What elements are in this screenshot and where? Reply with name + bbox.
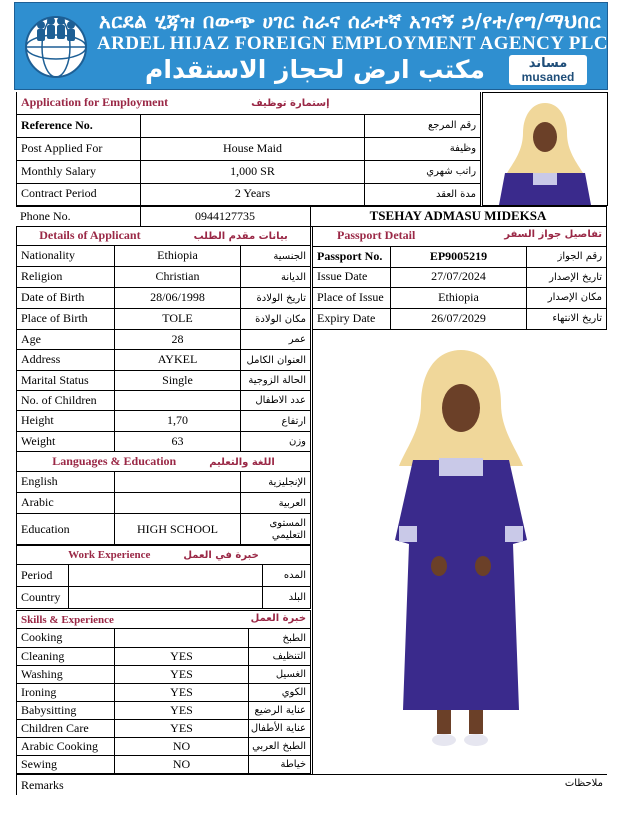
height-label-ar: ارتفاع [241, 411, 311, 432]
skill-washing-label-ar: الغسيل [249, 666, 311, 684]
skill-cooking-label-ar: الطبخ [249, 629, 311, 648]
english-label-ar: الإنجليزية [241, 472, 311, 493]
phone-row [16, 206, 607, 227]
dob-value: 28/06/1998 [115, 288, 241, 309]
passport-no-label: Passport No. [313, 246, 391, 267]
country-label: Country [17, 587, 69, 609]
skill-childcare-label: Children Care [17, 720, 115, 738]
skill-washing-value: YES [115, 666, 249, 684]
contract-label: Contract Period [17, 183, 141, 205]
skill-arabic-cooking-label: Arabic Cooking [17, 738, 115, 756]
work-title-row [17, 545, 311, 565]
applicant-name: TSEHAY ADMASU MIDEKSA [310, 207, 606, 227]
skill-babysitting-label: Babysitting [17, 702, 115, 720]
salary-value: 1,000 SR [141, 160, 365, 183]
contract-value: 2 Years [141, 183, 365, 205]
skill-sewing-label: Sewing [17, 756, 115, 774]
religion-label: Religion [17, 267, 115, 288]
salary-label: Monthly Salary [17, 160, 141, 183]
skill-cleaning-value: YES [115, 648, 249, 666]
skill-cleaning-label: Cleaning [17, 648, 115, 666]
skill-cooking-label: Cooking [17, 629, 115, 648]
address-label: Address [17, 350, 115, 371]
application-title: Application for Employment [21, 95, 169, 110]
skill-childcare-label-ar: عناية الأطفال [249, 720, 311, 738]
marital-value: Single [115, 371, 241, 391]
musaned-arabic: مساند [528, 56, 568, 71]
details-table [16, 226, 311, 546]
skill-childcare-value: YES [115, 720, 249, 738]
applicant-photo-full-image [313, 330, 607, 774]
country-label-ar: البلد [263, 587, 311, 609]
agency-header [14, 2, 608, 90]
english-label: English [17, 472, 115, 493]
children-label: No. of Children [17, 391, 115, 411]
globe-people-logo-icon [21, 7, 91, 83]
period-value [69, 565, 263, 587]
pob-label: Place of Birth [17, 309, 115, 330]
applicant-photo-small-image [483, 93, 607, 205]
english-value [115, 472, 241, 493]
age-value: 28 [115, 330, 241, 350]
address-value: AYKEL [115, 350, 241, 371]
pob-label-ar: مكان الولادة [241, 309, 311, 330]
country-value [69, 587, 263, 609]
passport-title-row [313, 226, 607, 246]
place-of-issue-label: Place of Issue [313, 287, 391, 308]
skill-arabic-cooking-label-ar: الطبخ العربي [249, 738, 311, 756]
skill-arabic-cooking-value: NO [115, 738, 249, 756]
weight-label: Weight [17, 432, 115, 452]
expiry-date-label: Expiry Date [313, 308, 391, 329]
children-value [115, 391, 241, 411]
header-arabic-name: مكتب ارض لحجاز الاستقدام [145, 55, 485, 84]
education-label-ar [241, 514, 311, 546]
place-of-issue-value: Ethiopia [391, 287, 527, 308]
musaned-logo [509, 55, 587, 85]
education-label: Education [17, 514, 115, 546]
phone-label: Phone No. [16, 207, 140, 227]
pob-value: TOLE [115, 309, 241, 330]
contract-label-ar: مدة العقد [365, 183, 481, 205]
application-title-row [17, 92, 481, 114]
post-label: Post Applied For [17, 137, 141, 160]
skill-ironing-value: YES [115, 684, 249, 702]
skill-sewing-label-ar: خياطة [249, 756, 311, 774]
dob-label: Date of Birth [17, 288, 115, 309]
reference-label: Reference No. [17, 114, 141, 137]
expiry-date-label-ar: تاريخ الانتهاء [527, 308, 607, 329]
religion-label-ar: الديانة [241, 267, 311, 288]
skill-cooking-value [115, 629, 249, 648]
languages-title: Languages & Education [52, 453, 177, 468]
religion-value: Christian [115, 267, 241, 288]
education-label-ar-line2: التعليمي [271, 529, 307, 541]
skills-title-ar: خبرة العمل [250, 612, 307, 624]
passport-title-ar: تفاصيل جواز السفر [504, 229, 603, 241]
arabic-label-ar: العربية [241, 493, 311, 514]
skill-ironing-label-ar: الكوي [249, 684, 311, 702]
skill-ironing-label: Ironing [17, 684, 115, 702]
marital-label: Marital Status [17, 371, 115, 391]
application-table [16, 92, 481, 206]
languages-title-ar: اللغة والتعليم [209, 456, 275, 468]
period-label: Period [17, 565, 69, 587]
work-table [16, 544, 311, 609]
skills-title: Skills & Experience [21, 613, 114, 626]
arabic-label: Arabic [17, 493, 115, 514]
height-label: Height [17, 411, 115, 432]
issue-date-label: Issue Date [313, 267, 391, 287]
arabic-value [115, 493, 241, 514]
address-label-ar: العنوان الكامل [241, 350, 311, 371]
skills-title-row [17, 611, 311, 629]
nationality-label: Nationality [17, 246, 115, 267]
skill-washing-label: Washing [17, 666, 115, 684]
header-amharic-name: አርደል ሂጃዝ በውጭ ሀገር ስራና ሰራተኛ አገናኝ ኃ/የተ/የግ/ማህበር [98, 9, 602, 33]
passport-table [312, 226, 607, 330]
work-title: Work Experience [68, 548, 151, 561]
work-title-ar: خبرة في العمل [183, 549, 259, 561]
weight-label-ar: وزن [241, 432, 311, 452]
details-title: Details of Applicant [39, 228, 141, 243]
remarks-label: Remarks [21, 778, 64, 792]
passport-no-label-ar: رقم الجواز [527, 246, 607, 267]
phone-value: 0944127735 [140, 207, 310, 227]
header-english-name: ARDEL HIJAZ FOREIGN EMPLOYMENT AGENCY PLC [97, 33, 608, 54]
age-label-ar: عمر [241, 330, 311, 350]
issue-date-value: 27/07/2024 [391, 267, 527, 287]
skill-babysitting-value: YES [115, 702, 249, 720]
remarks-label-ar: ملاحظات [564, 778, 603, 789]
issue-date-label-ar: تاريخ الإصدار [527, 267, 607, 287]
remarks-row [16, 774, 607, 795]
place-of-issue-label-ar: مكان الإصدار [527, 287, 607, 308]
applicant-photo-small [482, 92, 608, 206]
dob-label-ar: تاريخ الولادة [241, 288, 311, 309]
marital-label-ar: الحالة الزوجية [241, 371, 311, 391]
education-label-ar-line1: المستوى [269, 517, 307, 529]
height-value: 1,70 [115, 411, 241, 432]
education-value: HIGH SCHOOL [115, 514, 241, 546]
period-label-ar: المده [263, 565, 311, 587]
application-title-ar: إستمارة توظيف [251, 98, 330, 110]
nationality-value: Ethiopia [115, 246, 241, 267]
post-value: House Maid [141, 137, 365, 160]
skill-cleaning-label-ar: التنظيف [249, 648, 311, 666]
expiry-date-value: 26/07/2029 [391, 308, 527, 329]
details-title-row [17, 227, 311, 246]
nationality-label-ar: الجنسية [241, 246, 311, 267]
details-title-ar: بيانات مقدم الطلب [193, 231, 288, 243]
passport-title: Passport Detail [337, 228, 416, 243]
weight-value: 63 [115, 432, 241, 452]
post-label-ar: وظيفة [365, 137, 481, 160]
skill-babysitting-label-ar: عناية الرضيع [249, 702, 311, 720]
applicant-photo-full [312, 330, 607, 774]
children-label-ar: عدد الاطفال [241, 391, 311, 411]
reference-value [141, 114, 365, 137]
age-label: Age [17, 330, 115, 350]
skill-sewing-value: NO [115, 756, 249, 774]
reference-label-ar: رقم المرجع [365, 114, 481, 137]
passport-no-value: EP9005219 [391, 246, 527, 267]
languages-title-row [17, 452, 311, 472]
skills-table [16, 610, 311, 774]
salary-label-ar: راتب شهري [365, 160, 481, 183]
musaned-english: musaned [521, 70, 575, 84]
